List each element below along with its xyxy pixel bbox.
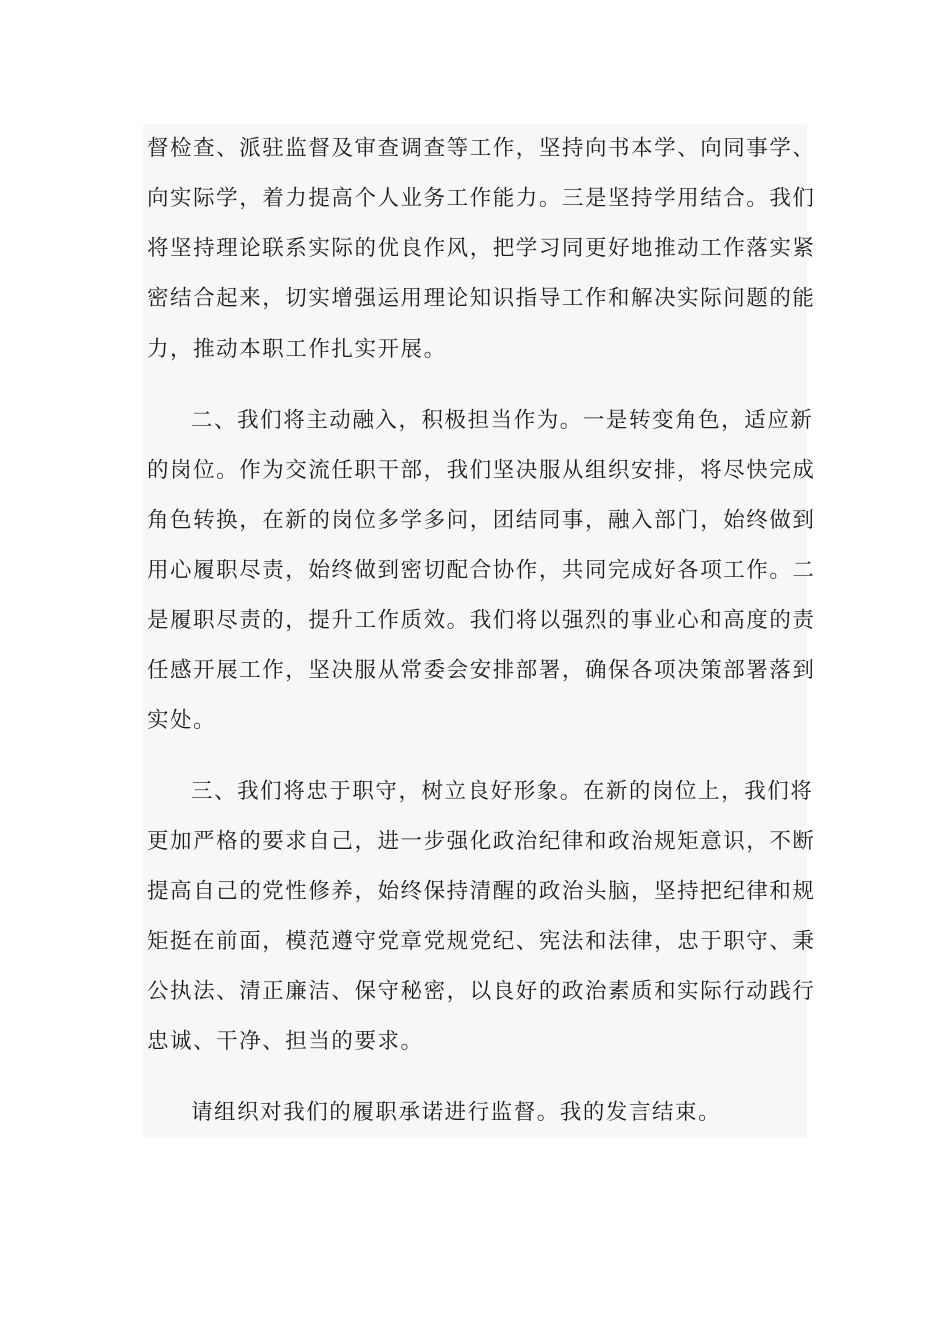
paragraph-2-line-4: 用心履职尽责，始终做到密切配合协作，共同完成好各项工作。二	[147, 558, 816, 583]
paragraph-3-line-2: 更加严格的要求自己，进一步强化政治纪律和政治规矩意识，不断	[147, 829, 816, 854]
paragraph-1-line-3: 将坚持理论联系实际的优良作风，把学习同更好地推动工作落实紧	[147, 236, 816, 261]
paragraph-2-line-3: 角色转换，在新的岗位多学多问，团结同事，融入部门，始终做到	[147, 508, 816, 533]
paragraph-1-line-2: 向实际学，着力提高个人业务工作能力。三是坚持学用结合。我们	[147, 186, 816, 211]
paragraph-3-line-6: 忠诚、干净、担当的要求。	[147, 1029, 424, 1054]
paragraph-1-line-5: 力，推动本职工作扎实开展。	[147, 337, 447, 362]
paragraph-2-line-7: 实处。	[147, 708, 217, 733]
paragraph-2-line-6: 任感开展工作，坚决服从常委会安排部署，确保各项决策部署落到	[147, 658, 816, 683]
paragraph-3-line-1: 三、我们将忠于职守，树立良好形象。在新的岗位上，我们将	[191, 779, 814, 804]
paragraph-1-line-4: 密结合起来，切实增强运用理论知识指导工作和解决实际问题的能	[147, 286, 816, 311]
paragraph-1-line-1: 督检查、派驻监督及审查调查等工作，坚持向书本学、向同事学、	[147, 136, 816, 161]
document-text-block	[143, 124, 816, 1138]
paragraph-4-line-1: 请组织对我们的履职承诺进行监督。我的发言结束。	[191, 1100, 722, 1125]
paragraph-2-line-5: 是履职尽责的，提升工作质效。我们将以强烈的事业心和高度的责	[147, 608, 816, 633]
paragraph-2-line-1: 二、我们将主动融入，积极担当作为。一是转变角色，适应新	[191, 408, 814, 433]
paragraph-3-line-4: 矩挺在前面，模范遵守党章党规党纪、宪法和法律，忠于职守、秉	[147, 929, 816, 954]
paragraph-2-line-2: 的岗位。作为交流任职干部，我们坚决服从组织安排，将尽快完成	[147, 458, 816, 483]
paragraph-3-line-5: 公执法、清正廉洁、保守秘密，以良好的政治素质和实际行动践行	[147, 979, 816, 1004]
paragraph-3-line-3: 提高自己的党性修养，始终保持清醒的政治头脑，坚持把纪律和规	[147, 879, 816, 904]
